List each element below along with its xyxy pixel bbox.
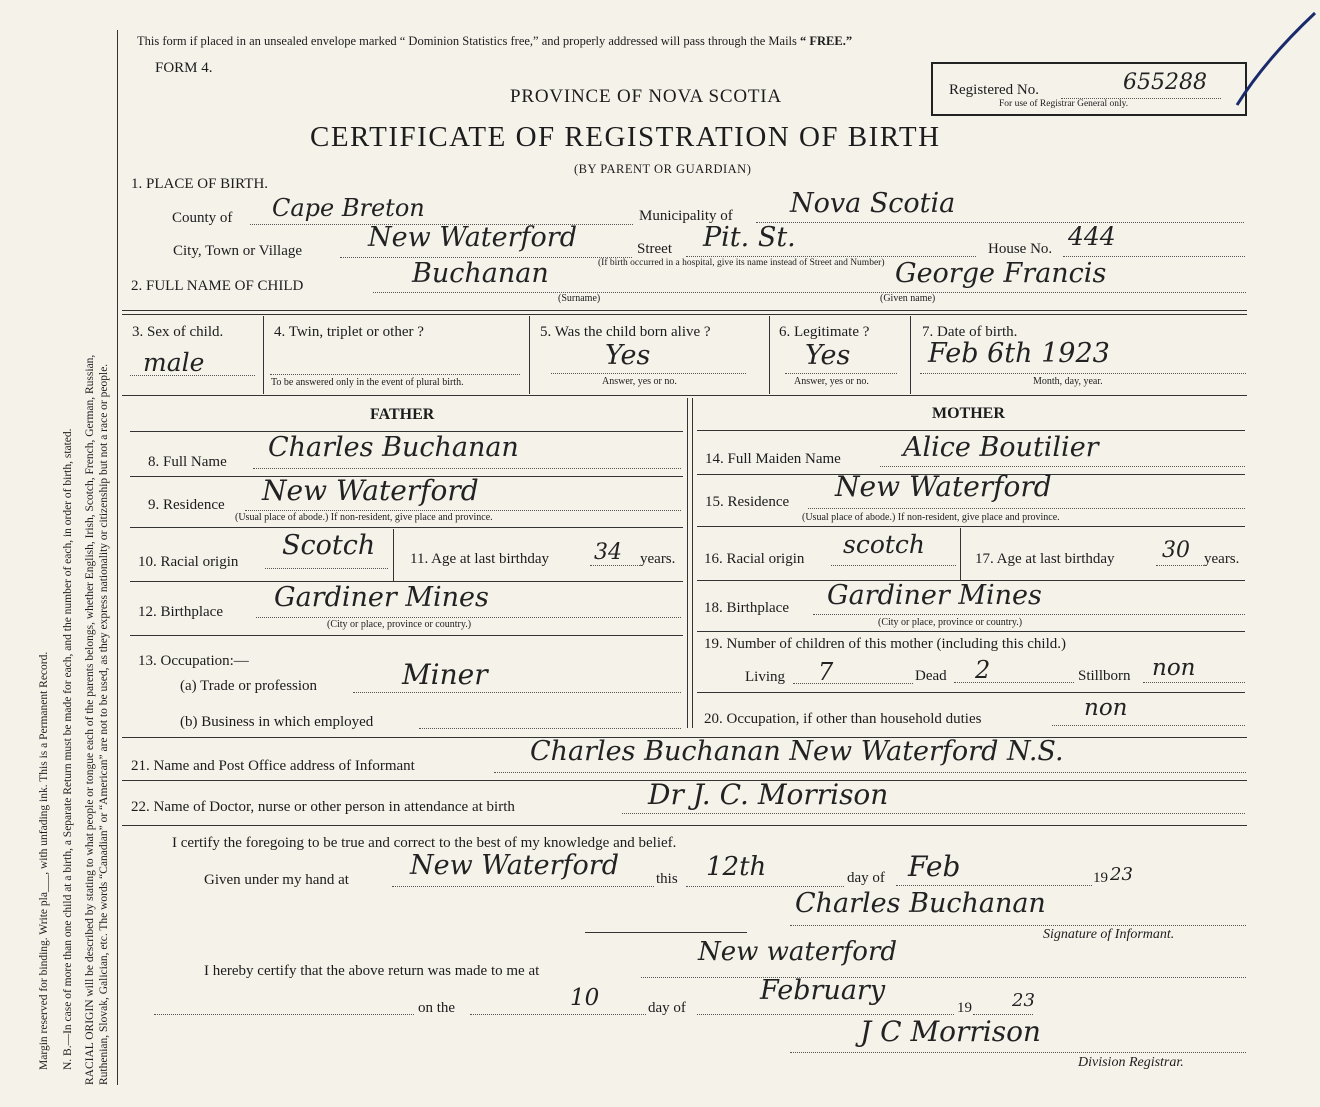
sex-label: 3. Sex of child. — [132, 324, 224, 340]
day-of-label-2: day of — [648, 1000, 686, 1016]
dob-line — [920, 373, 1246, 374]
street-line — [686, 256, 976, 257]
twin-line — [270, 374, 520, 375]
month-value: Feb — [908, 850, 961, 883]
informant-value: Charles Buchanan New Waterford N.S. — [530, 736, 1064, 767]
county-value: Cape Breton — [272, 194, 425, 222]
house-no-line — [1063, 256, 1245, 257]
legitimate-line — [785, 373, 897, 374]
signature-caption: Signature of Informant. — [1043, 927, 1175, 942]
dob-caption: Month, day, year. — [1033, 376, 1103, 387]
father-birthplace-note: (City or place, province or country.) — [327, 619, 472, 630]
mother-rule-2 — [697, 526, 1245, 527]
town-value: New Waterford — [368, 222, 577, 253]
signature-line — [790, 925, 1246, 926]
registered-no-label: Registered No. — [949, 82, 1039, 98]
children-count-label: 19. Number of children of this mother (including this child.) — [704, 636, 1067, 652]
father-business-label: (b) Business in which employed — [180, 714, 374, 730]
father-age-value: 34 — [594, 540, 622, 565]
province-heading: PROVINCE OF NOVA SCOTIA — [510, 86, 782, 107]
living-line — [793, 683, 913, 684]
parents-divider-b — [692, 398, 693, 728]
given-place-value: New Waterford — [410, 850, 619, 881]
father-name-label: 8. Full Name — [148, 454, 227, 470]
father-age-line — [590, 565, 640, 566]
this-value: 12th — [706, 852, 767, 882]
mail-notice-text: This form if placed in an unsealed envelope marked “ Dominion Statistics free,” and properly addressed will pass through the Mails — [137, 34, 797, 48]
father-name-line — [253, 468, 681, 469]
street-value: Pit. St. — [703, 222, 796, 253]
given-place-line — [392, 886, 654, 887]
child-name-label: 2. FULL NAME OF CHILD — [131, 278, 304, 294]
dead-value: 2 — [975, 656, 991, 684]
father-occupation-label: 13. Occupation:— — [138, 653, 249, 669]
rule-2 — [122, 395, 1247, 396]
mother-age-divider — [960, 528, 961, 580]
surname-caption: (Surname) — [558, 293, 601, 304]
alive-caption: Answer, yes or no. — [602, 376, 677, 387]
margin-note-1: Margin reserved for binding. Write pla___, with unfading ink. This is a Permanent Record. — [38, 651, 50, 1070]
father-rule-4 — [130, 635, 683, 636]
father-residence-line — [245, 510, 681, 511]
dob-value: Feb 6th 1923 — [928, 338, 1110, 369]
given-under-label: Given under my hand at — [204, 872, 349, 888]
stillborn-value: non — [1152, 655, 1196, 681]
mother-name-value: Alice Boutilier — [903, 432, 1099, 463]
year-prefix: 19 — [1093, 870, 1108, 886]
registrar-place-value: New waterford — [698, 937, 898, 967]
child-given-value: George Francis — [895, 258, 1107, 289]
margin-note-4: Ruthenian, Slovak, Galician, etc. The words “Canadian” or “American” are not to be used, as they express nationality or citizenship but not a race or people. — [98, 363, 110, 1085]
municipality-line — [756, 222, 1244, 223]
registrar-statement: I hereby certify that the above return was made to me at — [204, 963, 540, 979]
hospital-note: (If birth occurred in a hospital, give its name instead of Street and Number) — [598, 258, 885, 268]
mother-birthplace-line — [813, 614, 1245, 615]
month-line — [896, 885, 1092, 886]
mother-name-line — [880, 466, 1245, 467]
informant-label: 21. Name and Post Office address of Informant — [131, 758, 415, 774]
attendant-line — [622, 813, 1245, 814]
mother-birthplace-value: Gardiner Mines — [827, 580, 1042, 611]
attendant-value: Dr J. C. Morrison — [648, 778, 889, 811]
mother-residence-value: New Waterford — [835, 470, 1052, 503]
father-age-label: 11. Age at last birthday — [410, 551, 549, 567]
registrar-place-line — [641, 977, 1246, 978]
registration-box — [931, 62, 1247, 116]
form-number: FORM 4. — [155, 60, 213, 76]
mother-racial-label: 16. Racial origin — [704, 551, 805, 567]
county-label: County of — [172, 210, 233, 226]
father-trade-value: Miner — [402, 658, 488, 691]
mother-racial-value: scotch — [843, 530, 926, 559]
margin-note-2: N. B.—In case of more than one child at a birth, a Separate Return must be made for each, and the number of each, in order of birth, stated. — [62, 428, 74, 1070]
mother-residence-note: (Usual place of abode.) If non-resident, give place and province. — [802, 512, 1060, 523]
margin-note-3: RACIAL ORIGIN will be described by stating to what people or tongue each of the parents belongs, whether English, Irish, Scotch, French, German, Russian, — [84, 354, 96, 1085]
divider-4 — [529, 316, 530, 394]
rule-5 — [122, 825, 1247, 826]
registered-no-value: 655288 — [1123, 70, 1207, 95]
mother-heading: MOTHER — [932, 405, 1005, 422]
rule-1 — [122, 310, 1247, 311]
place-of-birth-heading: 1. PLACE OF BIRTH. — [131, 176, 269, 192]
mother-rule-4 — [697, 631, 1245, 632]
legitimate-value: Yes — [805, 340, 851, 371]
father-residence-label: 9. Residence — [148, 497, 225, 513]
dead-label: Dead — [915, 668, 947, 684]
father-name-value: Charles Buchanan — [268, 432, 519, 463]
dead-line — [954, 682, 1074, 683]
alive-line — [551, 373, 746, 374]
mother-occupation-label: 20. Occupation, if other than household duties — [704, 711, 982, 727]
father-business-line — [419, 728, 681, 729]
check-mark-stroke — [1225, 5, 1320, 115]
mother-residence-label: 15. Residence — [705, 494, 790, 510]
stillborn-line — [1143, 682, 1245, 683]
mother-name-label: 14. Full Maiden Name — [705, 451, 841, 467]
house-no-label: House No. — [988, 241, 1053, 257]
father-age-unit: years. — [640, 551, 676, 567]
certificate-title: CERTIFICATE OF REGISTRATION OF BIRTH — [310, 121, 941, 153]
twin-label: 4. Twin, triplet or other ? — [274, 324, 424, 340]
certification-statement: I certify the foregoing to be true and correct to the best of my knowledge and belief. — [172, 835, 677, 851]
on-the-line-left — [154, 1014, 414, 1015]
this-line — [686, 886, 844, 887]
father-birthplace-value: Gardiner Mines — [274, 582, 489, 613]
attendant-label: 22. Name of Doctor, nurse or other person in attendance at birth — [131, 799, 515, 815]
mail-notice-free: “ FREE.” — [800, 34, 853, 48]
mother-occupation-value: non — [1084, 695, 1128, 721]
year-value-2: 23 — [1012, 990, 1035, 1011]
twin-note: To be answered only in the event of plural birth. — [271, 377, 464, 388]
year-prefix-2: 19 — [957, 1000, 972, 1016]
father-heading: FATHER — [370, 406, 435, 423]
registrar-signature-line — [790, 1052, 1246, 1053]
rule-1b — [122, 314, 1247, 315]
father-trade-line — [353, 692, 681, 693]
on-day-line — [470, 1014, 646, 1015]
on-the-label: on the — [418, 1000, 456, 1016]
town-label: City, Town or Village — [173, 243, 303, 259]
parents-divider — [687, 398, 688, 728]
municipality-value: Nova Scotia — [790, 188, 956, 219]
on-month-value: February — [760, 975, 886, 1006]
father-racial-label: 10. Racial origin — [138, 554, 239, 570]
year-value: 23 — [1110, 864, 1133, 885]
margin-rule — [117, 30, 118, 1085]
certificate-subtitle: (BY PARENT OR GUARDIAN) — [574, 162, 752, 176]
informant-signature: Charles Buchanan — [795, 888, 1046, 919]
registrar-caption: Division Registrar. — [1078, 1055, 1184, 1070]
father-racial-value: Scotch — [282, 530, 376, 561]
registrar-signature: J C Morrison — [860, 1015, 1041, 1048]
street-label: Street — [637, 241, 672, 257]
legitimate-label: 6. Legitimate ? — [779, 324, 870, 340]
mother-birthplace-label: 18. Birthplace — [704, 600, 789, 616]
stillborn-label: Stillborn — [1078, 668, 1131, 684]
informant-line — [494, 772, 1246, 773]
father-age-divider — [393, 529, 394, 581]
on-day-value: 10 — [570, 985, 600, 1011]
separator-short — [585, 932, 747, 933]
legitimate-caption: Answer, yes or no. — [794, 376, 869, 387]
sex-value: male — [143, 348, 205, 377]
father-residence-note: (Usual place of abode.) If non-resident, give place and province. — [235, 512, 493, 523]
divider-6 — [910, 316, 911, 394]
mother-residence-line — [808, 508, 1245, 509]
municipality-label: Municipality of — [639, 208, 733, 224]
father-rule-2 — [130, 527, 683, 528]
divider-3 — [263, 316, 264, 394]
mother-age-label: 17. Age at last birthday — [975, 551, 1115, 567]
dob-label: 7. Date of birth. — [922, 324, 1018, 340]
mother-age-value: 30 — [1162, 538, 1190, 563]
child-surname-value: Buchanan — [412, 258, 549, 289]
mother-heading-rule — [697, 430, 1245, 431]
father-birthplace-line — [256, 617, 681, 618]
father-trade-label: (a) Trade or profession — [180, 678, 318, 694]
living-value: 7 — [818, 658, 834, 686]
mother-racial-line — [831, 565, 956, 566]
given-caption: (Given name) — [880, 293, 936, 304]
alive-value: Yes — [605, 340, 651, 371]
day-of-label: day of — [847, 870, 885, 886]
mother-rule-5 — [697, 692, 1245, 693]
living-label: Living — [745, 669, 785, 685]
alive-label: 5. Was the child born alive ? — [540, 324, 711, 340]
father-residence-value: New Waterford — [262, 474, 479, 507]
mail-notice — [137, 34, 852, 49]
father-racial-line — [265, 568, 388, 569]
mother-occupation-line — [1052, 725, 1245, 726]
child-name-line — [373, 292, 1246, 293]
registrar-note: For use of Registrar General only. — [999, 99, 1129, 109]
mother-age-line — [1156, 565, 1204, 566]
house-no-value: 444 — [1068, 222, 1116, 251]
divider-5 — [769, 316, 770, 394]
mother-age-unit: years. — [1204, 551, 1240, 567]
this-label: this — [656, 871, 678, 887]
mother-birthplace-note: (City or place, province or country.) — [878, 617, 1023, 628]
father-birthplace-label: 12. Birthplace — [138, 604, 223, 620]
